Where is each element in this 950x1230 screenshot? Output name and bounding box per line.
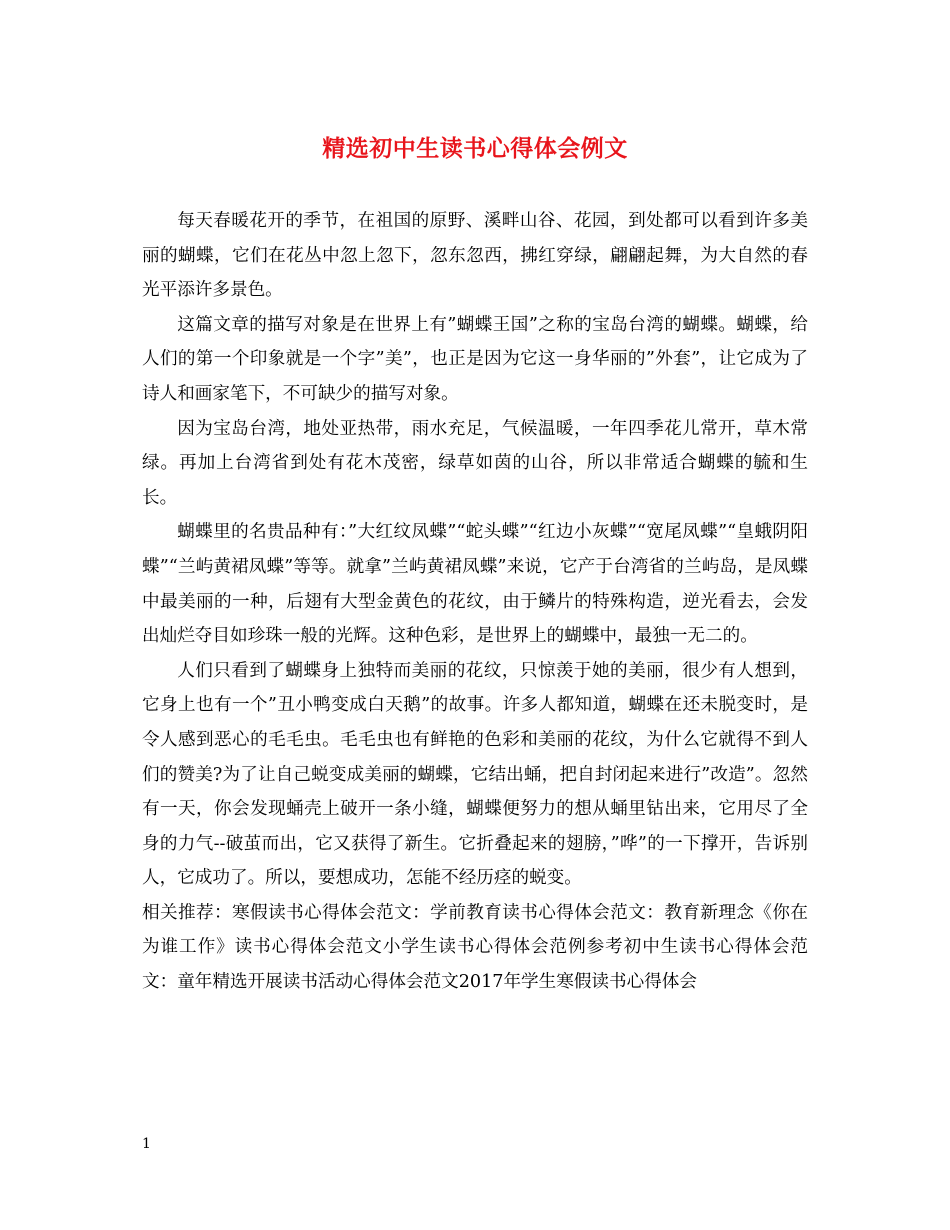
page-number: 1 — [142, 1136, 151, 1152]
document-body — [142, 204, 808, 1000]
document-title: 精选初中生读书心得体会例文 — [322, 135, 628, 162]
paragraph-5: 人们只看到了蝴蝶身上独特而美丽的花纹，只惊羡于她的美丽，很少有人想到，它身上也有一个”丑小鸭变成白天鹅”的故事。许多人都知道，蝴蝶在还未脱变时，是令人感到恶心的毛毛虫。毛毛虫也有鲜艳的色彩和美丽的花纹，为什么它就得不到人们的赞美?为了让自己蜕变成美丽的蝴蝶，它结出蛹，把自封闭起来进行”改造”。忽然有一天，你会发现蛹壳上破开一条小缝，蝴蝶便努力的想从蛹里钻出来，它用尽了全身的力气--破茧而出，它又获得了新生。它折叠起来的翅膀，”哗”的一下撑开，告诉别人，它成功了。所以，要想成功，怎能不经历痉的蜕变。 — [142, 660, 808, 889]
paragraph-4: 蝴蝶里的名贵品种有：”大红纹凤蝶”“蛇头蝶”“红边小灰蝶”“宽尾凤蝶”“皇蛾阴阳蝶”“兰屿黄裙凤蝶”等等。就拿”兰屿黄裙凤蝶”来说，它产于台湾省的兰屿岛，是凤蝶中最美丽的一种，后翅有大型金黄色的花纹，由于鳞片的特殊构造，逆光看去，会发出灿烂夺目如珍珠一般的光辉。这种色彩，是世界上的蝴蝶中，最独一无二的。 — [142, 522, 808, 647]
paragraph-1: 每天春暖花开的季节，在祖国的原野、溪畔山谷、花园，到处都可以看到许多美丽的蝴蝶，它们在花丛中忽上忽下，忽东忽西，拂红穿绿，翩翩起舞，为大自然的春光平添许多景色。 — [142, 211, 808, 301]
paragraph-2: 这篇文章的描写对象是在世界上有”蝴蝶王国”之称的宝岛台湾的蝴蝶。蝴蝶，给人们的第一个印象就是一个字”美”，也正是因为它这一身华丽的”外套”，让它成为了诗人和画家笔下，不可缺少的描写对象。 — [142, 314, 808, 404]
related-recommendations: 相关推荐：寒假读书心得体会范文：学前教育读书心得体会范文：教育新理念《你在为谁工作》读书心得体会范文小学生读书心得体会范例参考初中生读书心得体会范文：童年精选开展读书活动心得体会范文2017年学生寒假读书心得体会 — [142, 902, 808, 993]
paragraph-3: 因为宝岛台湾，地处亚热带，雨水充足，气候温暖，一年四季花儿常开，草木常绿。再加上台湾省到处有花木茂密，绿草如茵的山谷，所以非常适合蝴蝶的毓和生长。 — [142, 418, 808, 508]
